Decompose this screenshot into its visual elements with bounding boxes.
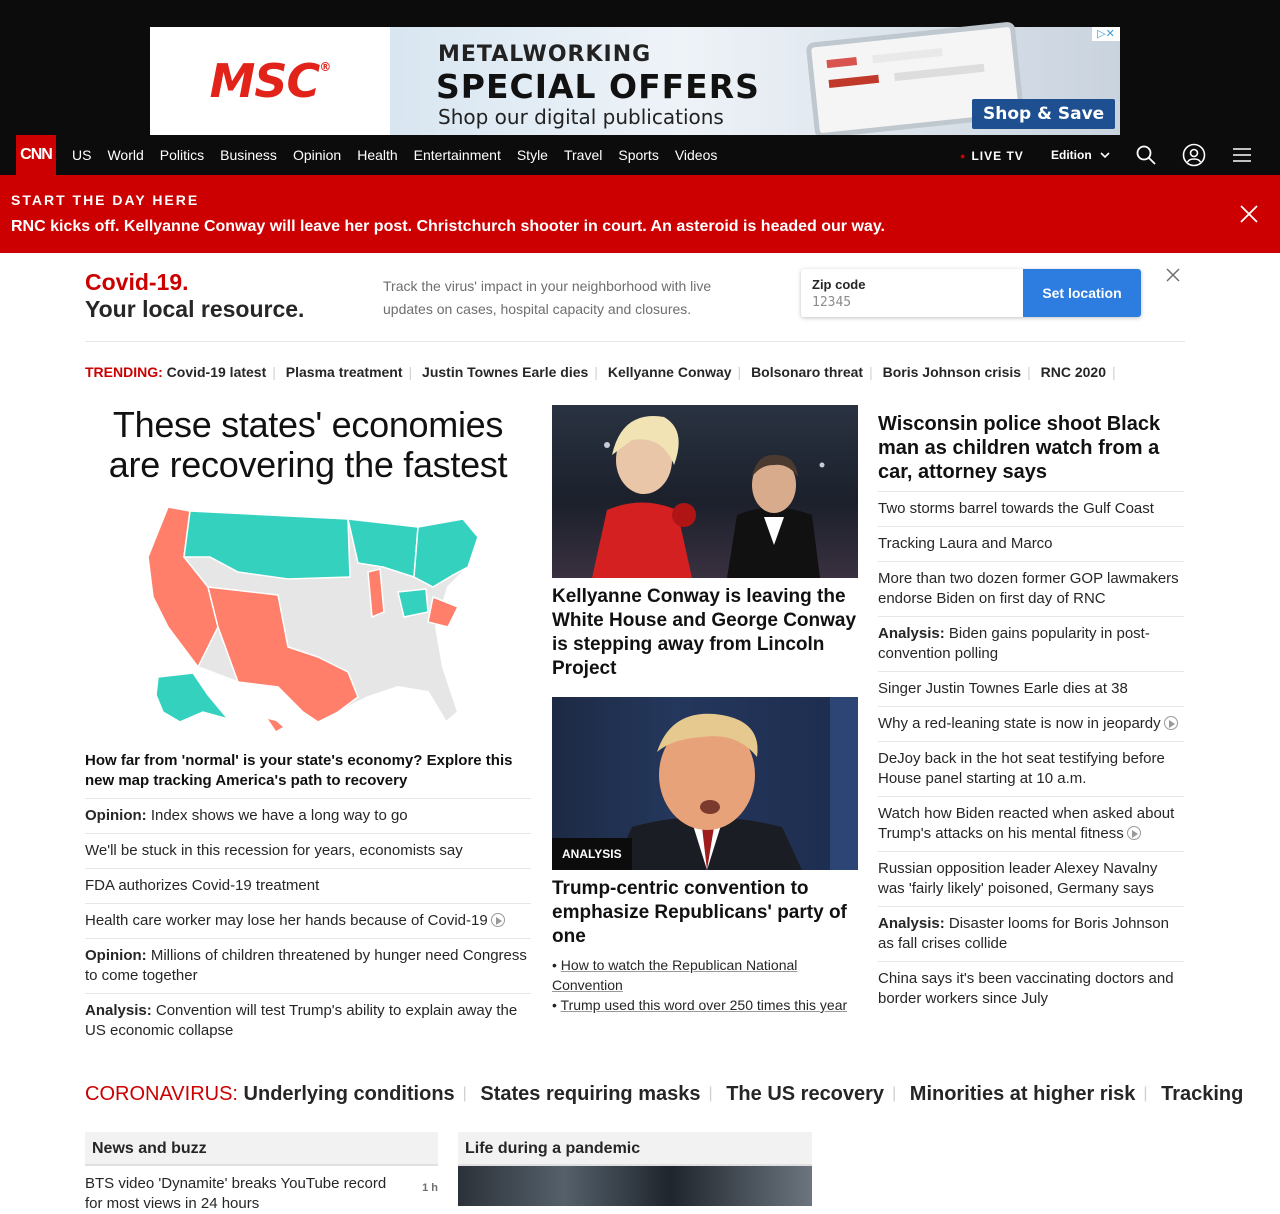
nav-entertainment[interactable]: Entertainment [413,147,501,163]
covid-local-widget [85,253,1185,342]
nav-business[interactable]: Business [220,147,277,163]
related-link[interactable]: Trump used this word over 250 times this year [560,997,848,1013]
zone-title: Life during a pandemic [458,1132,812,1166]
column-right [878,412,1184,1016]
ad-line1: METALWORKING [438,42,652,67]
list-item[interactable]: Opinion: Millions of children threatened by hunger need Congress to come together [85,939,531,994]
nav-health[interactable]: Health [357,147,398,163]
nav-world[interactable]: World [107,147,144,163]
live-tv-link[interactable]: ● LIVE TV [960,149,1024,163]
cnn-logo[interactable]: CNN [16,135,56,175]
banner-label: START THE DAY HERE [11,192,200,208]
zip-input[interactable] [812,295,1012,310]
map-region-teal [398,589,428,617]
zip-label: Zip code [812,277,866,292]
nav-us[interactable]: US [72,147,92,163]
nav-politics[interactable]: Politics [159,147,205,163]
trending-bar: TRENDING: Covid-19 latest | Plasma treatment | Justin Townes Earle dies | Kellyanne Conway | Bolsonaro threat | Boris Johnson crisis | RNC 2020 | [85,364,1116,380]
adchoices-icon[interactable]: ▷✕ [1092,27,1120,41]
ad-shop-button[interactable]: Shop & Save [972,99,1115,129]
list-item[interactable]: FDA authorizes Covid-19 treatment [85,869,531,904]
msc-logo: MSC® [209,54,331,108]
map-region-teal [414,519,478,587]
coronavirus-link[interactable]: The US recovery [726,1083,885,1105]
breaking-banner [0,175,1280,253]
nav-style[interactable]: Style [516,147,548,163]
ad-logo-box [150,27,390,135]
list-item[interactable]: Health care worker may lose her hands because of Covid-19 [85,904,531,939]
list-item[interactable]: Two storms barrel towards the Gulf Coast [878,492,1184,527]
set-location-button[interactable]: Set location [1023,269,1141,317]
related-link-item: • Trump used this word over 250 times this year [552,997,848,1013]
nav-travel[interactable]: Travel [563,147,603,163]
chevron-down-icon [1100,151,1110,159]
related-links [552,955,858,1015]
trending-item[interactable]: Justin Townes Earle dies [422,364,589,380]
zone-title: News and buzz [85,1132,438,1166]
account-icon[interactable] [1182,143,1206,167]
column-middle [552,405,858,1015]
analysis-tag: ANALYSIS [552,838,632,870]
top-headline[interactable]: Wisconsin police shoot Black man as children watch from a car, attorney says [878,412,1184,492]
ad-main [390,27,1120,135]
pandemic-photo[interactable] [458,1166,812,1206]
top-nav [0,135,1280,175]
map-region-teal [156,673,228,722]
coronavirus-label: CORONAVIRUS: [85,1083,238,1105]
close-icon[interactable] [1240,205,1258,223]
list-item[interactable]: Why a red-leaning state is now in jeopardy [878,707,1184,742]
list-item[interactable]: Watch how Biden reacted when asked about Trump's attacks on his mental fitness [878,797,1184,852]
ad-region [0,0,1280,135]
nav-links [72,135,733,175]
related-link-item: • How to watch the Republican National Convention [552,957,798,993]
list-item[interactable]: BTS video 'Dynamite' breaks YouTube record for most views in 24 hours 1 h [85,1175,438,1212]
ad-line3: Shop our digital publications [438,105,724,129]
list-item[interactable]: China says it's been vaccinating doctors and border workers since July [878,970,1174,1007]
pandemic-zone [458,1132,812,1206]
ad-line2: SPECIAL OFFERS [436,67,760,106]
list-item[interactable]: Analysis: Disaster looms for Boris Johnson as fall crises collide [878,907,1184,962]
coronavirus-link[interactable]: States requiring masks [480,1083,701,1105]
related-link[interactable]: How to watch the Republican National Convention [552,957,798,993]
nav-sports[interactable]: Sports [618,147,659,163]
trending-label: TRENDING: [85,364,163,380]
list-item[interactable]: Opinion: Index shows we have a long way to go [85,799,531,834]
zip-form [801,269,1141,317]
banner-headline[interactable]: RNC kicks off. Kellyanne Conway will leave her post. Christchurch shooter in court. An asteroid is headed our way. [11,218,885,235]
coronavirus-bar: CORONAVIRUS: Underlying conditions | States requiring masks | The US recovery | Minorities at higher risk | Tracking [85,1083,1244,1105]
nav-opinion[interactable]: Opinion [292,147,342,163]
trump-photo[interactable] [552,697,858,870]
coronavirus-link[interactable]: Tracking [1161,1083,1244,1105]
search-icon[interactable] [1134,143,1158,167]
conway-photo-art [552,405,858,578]
play-icon [491,913,505,927]
trending-item[interactable]: Covid-19 latest [166,364,267,380]
list-item[interactable]: Analysis: Biden gains popularity in post-convention polling [878,617,1184,672]
list-item[interactable]: Tracking Laura and Marco [878,527,1184,562]
play-icon [1164,716,1178,730]
trending-item[interactable]: Bolsonaro threat [751,364,864,380]
play-icon [1127,826,1141,840]
map-lead-link[interactable]: How far from 'normal' is your state's economy? Explore this new map tracking America's path to recovery [85,751,531,799]
nav-videos[interactable]: Videos [674,147,718,163]
list-item[interactable]: DeJoy back in the hot seat testifying before House panel starting at 10 a.m. [878,742,1184,797]
coronavirus-link[interactable]: Underlying conditions [243,1083,455,1105]
us-recovery-map[interactable] [118,497,498,737]
list-item[interactable]: We'll be stuck in this recession for years, economists say [85,834,531,869]
trending-item[interactable]: Plasma treatment [285,364,403,380]
list-item[interactable]: More than two dozen former GOP lawmakers endorse Biden on first day of RNC [878,562,1184,617]
conway-photo[interactable] [552,405,858,578]
covid-description: Track the virus' impact in your neighborhood with live updates on cases, hospital capacity and closures. [383,278,712,317]
map-region-salmon [268,719,283,731]
live-dot-icon: ● [960,151,967,161]
trending-item[interactable]: Kellyanne Conway [607,364,732,380]
ad-banner[interactable] [150,27,1120,135]
edition-dropdown[interactable]: Edition [1051,148,1110,162]
news-and-buzz-zone [85,1132,438,1212]
timestamp: 1 h [422,1182,438,1194]
trending-item[interactable]: Boris Johnson crisis [882,364,1022,380]
menu-icon[interactable] [1230,143,1254,167]
coronavirus-link[interactable]: Minorities at higher risk [909,1083,1136,1105]
list-item[interactable]: Analysis: Convention will test Trump's ability to explain away the US economic collapse [85,1002,518,1039]
list-item[interactable]: Russian opposition leader Alexey Navalny was 'fairly likely' poisoned, Germany says [878,852,1184,907]
trending-item[interactable]: RNC 2020 [1040,364,1106,380]
map-region-salmon [428,597,458,627]
column-left [85,405,531,1048]
list-item[interactable]: Singer Justin Townes Earle dies at 38 [878,672,1184,707]
feature-headline[interactable]: These states' economies are recovering the fastest [108,404,508,485]
story-headline[interactable]: Kellyanne Conway is leaving the White House and George Conway is stepping away from Lincoln Project [552,586,857,679]
close-icon[interactable] [1166,268,1180,282]
story-headline[interactable]: Trump-centric convention to emphasize Republicans' party of one [552,878,847,947]
covid-title: Covid-19. Your local resource. [85,269,305,322]
